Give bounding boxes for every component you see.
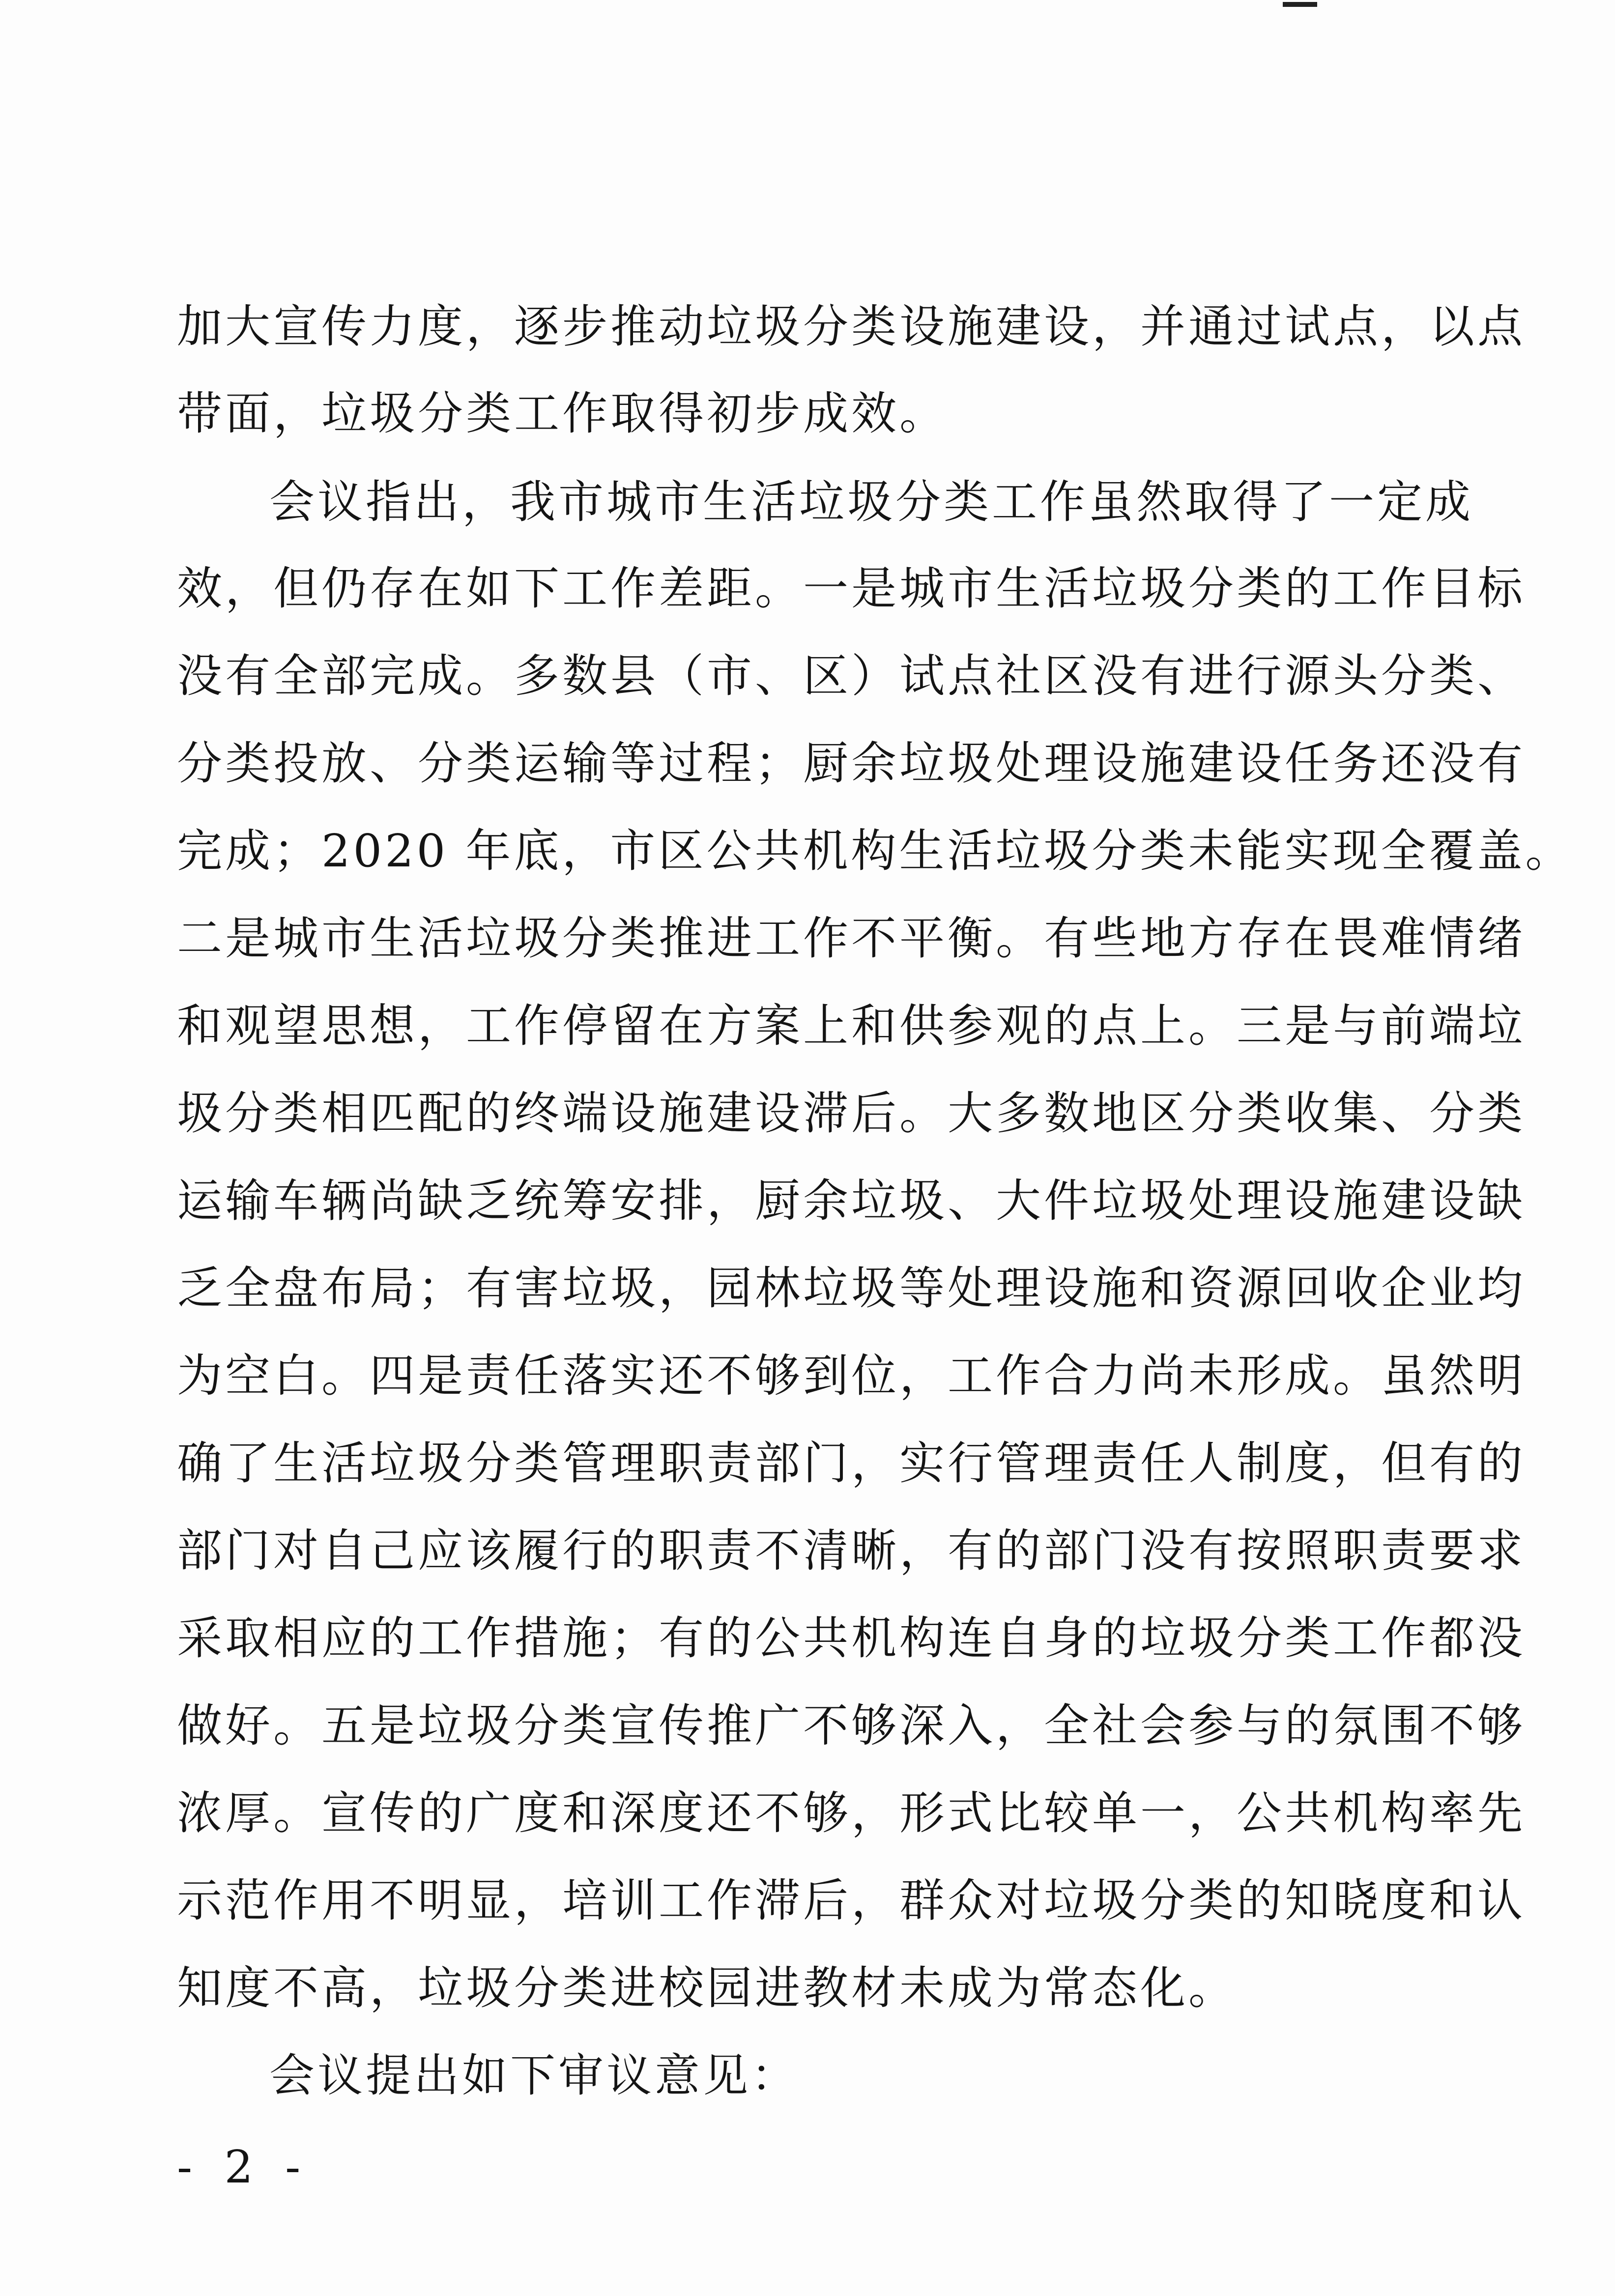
- text-line: 和观望思想，工作停留在方案上和供参观的点上。三是与前端垃: [177, 1000, 1526, 1052]
- text-line: 分类投放、分类运输等过程；厨余垃圾处理设施建设任务还没有: [177, 737, 1526, 790]
- text-line: 浓厚。宣传的广度和深度还不够，形式比较单一，公共机构率先: [177, 1787, 1526, 1839]
- text-line: 运输车辆尚缺乏统筹安排，厨余垃圾、大件垃圾处理设施建设缺: [177, 1175, 1526, 1227]
- paragraph-start-line: 会议提出如下审议意见：: [269, 2049, 800, 2102]
- paragraph-start-line: 会议指出，我市城市生活垃圾分类工作虽然取得了一定成: [269, 476, 1474, 528]
- text-line: 二是城市生活垃圾分类推进工作不平衡。有些地方存在畏难情绪: [177, 912, 1526, 965]
- text-line: 完成；2020 年底，市区公共机构生活垃圾分类未能实现全覆盖。: [177, 825, 1574, 877]
- text-line: 效，但仍存在如下工作差距。一是城市生活垃圾分类的工作目标: [177, 562, 1526, 615]
- text-line: 确了生活垃圾分类管理职责部门，实行管理责任人制度，但有的: [177, 1437, 1526, 1490]
- text-line: 知度不高，垃圾分类进校园进教材未成为常态化。: [177, 1962, 1237, 2014]
- text-line: 没有全部完成。多数县（市、区）试点社区没有进行源头分类、: [177, 650, 1526, 702]
- text-line: 为空白。四是责任落实还不够到位，工作合力尚未形成。虽然明: [177, 1349, 1526, 1402]
- scan-mark: [1283, 2, 1317, 7]
- page-number: - 2 -: [177, 2141, 310, 2193]
- text-line: 乏全盘布局；有害垃圾，园林垃圾等处理设施和资源回收企业均: [177, 1262, 1526, 1315]
- text-line: 部门对自己应该履行的职责不清晰，有的部门没有按照职责要求: [177, 1524, 1526, 1577]
- text-line: 做好。五是垃圾分类宣传推广不够深入，全社会参与的氛围不够: [177, 1699, 1526, 1752]
- text-line: 采取相应的工作措施；有的公共机构连自身的垃圾分类工作都没: [177, 1612, 1526, 1665]
- text-line: 圾分类相匹配的终端设施建设滞后。大多数地区分类收集、分类: [177, 1087, 1526, 1140]
- text-line: 示范作用不明显，培训工作滞后，群众对垃圾分类的知晓度和认: [177, 1874, 1526, 1927]
- text-line: 加大宣传力度，逐步推动垃圾分类设施建设，并通过试点，以点: [177, 300, 1526, 353]
- text-line: 带面，垃圾分类工作取得初步成效。: [177, 387, 948, 440]
